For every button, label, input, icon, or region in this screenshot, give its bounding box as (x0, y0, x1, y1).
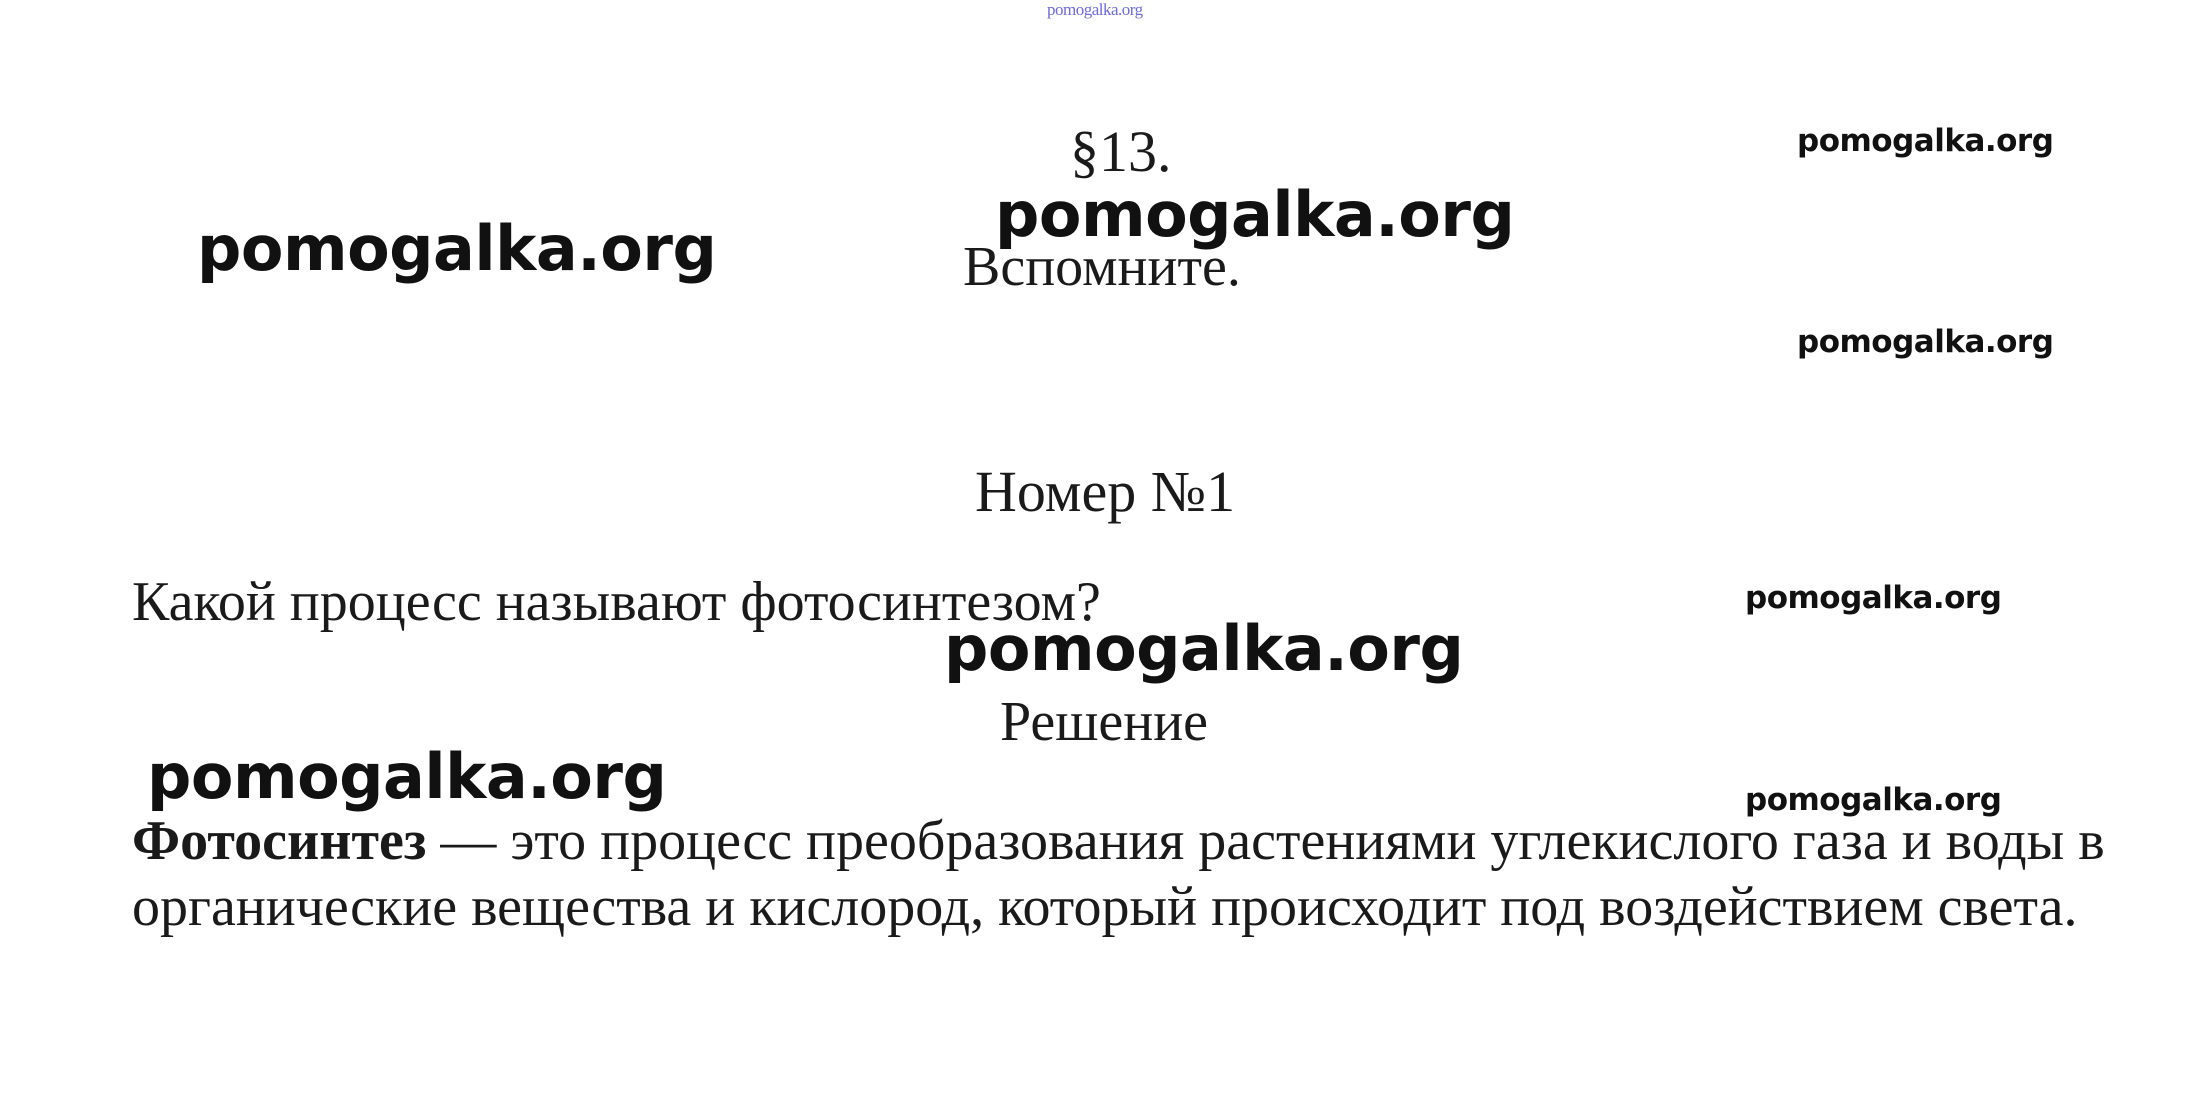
watermark-top: pomogalka.org (1047, 0, 1143, 19)
watermark-small: pomogalka.org (1745, 580, 2002, 616)
watermark-large: pomogalka.org (147, 740, 667, 813)
watermark-small: pomogalka.org (1745, 782, 2002, 818)
watermark-large: pomogalka.org (944, 612, 1464, 685)
section-title: §13. (1070, 119, 1172, 184)
watermark-large: pomogalka.org (995, 178, 1515, 251)
recall-heading: Вспомните. (963, 236, 1241, 298)
watermark-large: pomogalka.org (197, 212, 717, 285)
answer-definition: — это процесс преобразования растениями углекислого газа и воды в органические вещества и кислород, который происходит под воздействием света. (132, 810, 2105, 938)
watermark-small: pomogalka.org (1797, 324, 2054, 360)
question-text: Какой процесс называют фотосинтезом? (132, 571, 1101, 633)
exercise-number-heading: Номер №1 (975, 459, 1236, 524)
watermark-small: pomogalka.org (1797, 123, 2054, 159)
answer-term: Фотосинтез (132, 810, 427, 872)
answer-paragraph (132, 808, 2132, 940)
solution-heading: Решение (1000, 691, 1209, 753)
